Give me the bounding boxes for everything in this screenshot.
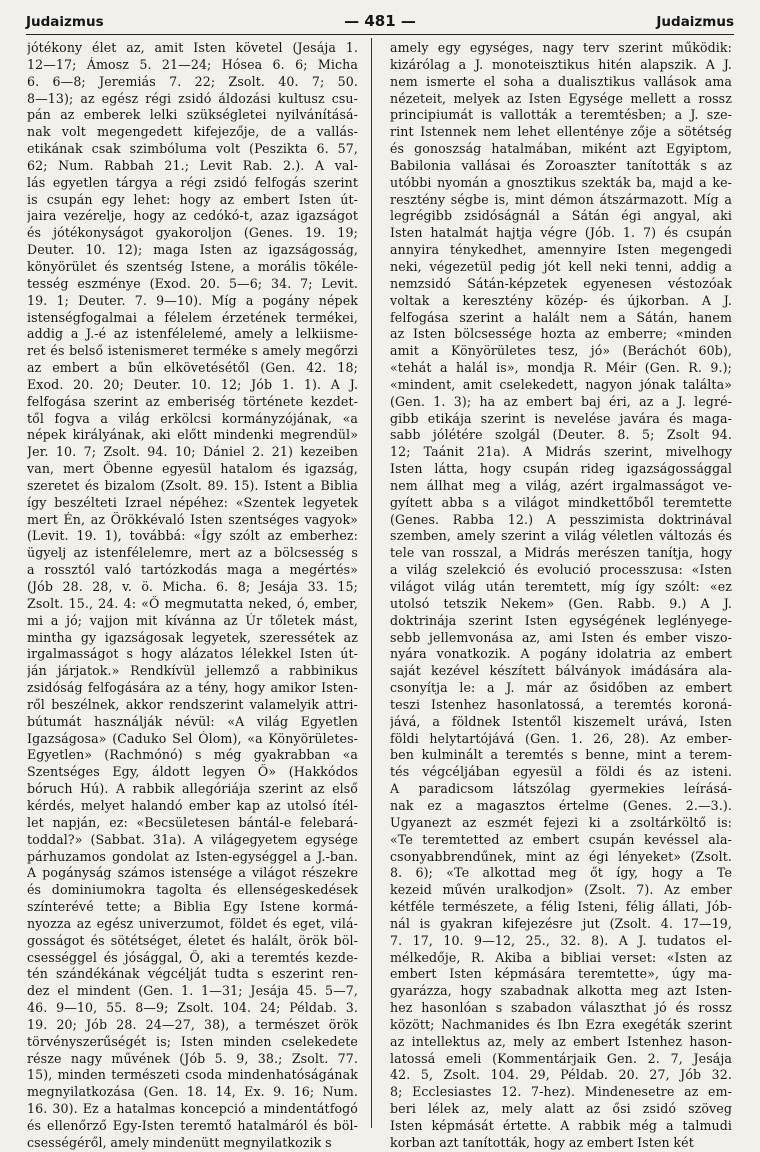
- text-line: mélkedője, R. Akiba a bibliai verset: «Isten az: [390, 949, 732, 965]
- text-line: 7. 17, 10. 9—12, 25., 32. 8). A J. tudatos el-: [390, 932, 732, 948]
- text-line: nál is gyakran kifejezésre jut (Zsolt. 4. 17—19,: [390, 915, 732, 931]
- text-line: hez hasonlóan s szabadon választhat jó és rossz: [390, 1000, 732, 1016]
- text-line: földi helytartójává (Gen. 1. 26, 28). Az ember-: [390, 730, 732, 746]
- text-line: rint Istennek nem lehet ellenténye zője a sötétség: [390, 124, 732, 140]
- text-line: a világ szelekció és evolució processzusa: «Isten: [390, 562, 732, 578]
- text-line: Isten hatalmát hajtja végre (Jób. 1. 7) és csupán: [390, 225, 732, 241]
- text-line: a rossztól való tartózkodás maga a megértés»: [27, 562, 358, 578]
- text-line: beri lélek az, mely alatt az ősi zsidó szöveg: [390, 1101, 732, 1117]
- text-line: nyozza az egész univerzumot, földet és eget, vilá-: [27, 915, 358, 931]
- text-line: jótékony élet az, amit Isten követel (Jesája 1.: [27, 40, 358, 55]
- text-line: csességéről, amely mindenütt megnyilatkozik s: [27, 1134, 332, 1150]
- text-line: let napján, ez: «Becsületesen bántál-e felebará-: [27, 814, 358, 830]
- text-line: mert Én, az Örökkévaló Isten szentséges vagyok»: [27, 511, 358, 527]
- text-line: kétféle természete, a félig Isteni, félig állati, Jób-: [390, 899, 732, 915]
- text-line: dez el mindent (Gen. 1. 1—31; Jesája 45. 5—7,: [27, 983, 358, 999]
- text-line: kezeid művén uralkodjon» (Zsolt. 7). Az ember: [390, 882, 732, 898]
- text-line: korban azt tanították, hogy az embert Isten két: [390, 1134, 694, 1150]
- text-line: 6. 6—8; Jeremiás 7. 22; Zsolt. 40. 7; 50.: [27, 73, 358, 89]
- text-line: utóbbi nyomán a gnosztikus szekták ba, majd a ke-: [390, 174, 732, 190]
- text-line: és ellenőrző Egy-Isten teremtő hatalmáról és böl-: [27, 1118, 358, 1133]
- text-line: felfogása szerint a halált nem a Sátán, hanem: [390, 309, 732, 325]
- text-line: Zsolt. 15., 24. 4: «Ő megmutatta neked, ó, ember,: [27, 595, 358, 611]
- text-line: 46. 9—10, 55. 8—9; Zsolt. 104. 24; Példab. 3.: [27, 1000, 358, 1016]
- text-line: 8—13); az egész régi zsidó áldozási kultusz csu-: [27, 90, 358, 106]
- text-line: 42. 5, Zsolt. 104. 29, Példab. 20. 27, Jób 32.: [390, 1067, 732, 1083]
- text-line: Exod. 20. 20; Deuter. 10. 12; Jób 1. 1). A J.: [27, 376, 358, 392]
- text-line: népek királyának, aki előtt mindenki megrendül»: [27, 427, 358, 443]
- text-line: neki, végezetül pedig jót kell neki tenni, addig a: [390, 258, 732, 274]
- text-line: voltak a keresztény közép- és újkorban. A J.: [390, 292, 732, 308]
- text-line: 19. 1; Deuter. 7. 9—10). Míg a pogány népek: [27, 292, 358, 308]
- text-line: Egyetlen» (Rachmónó) s még gyakrabban «a: [27, 747, 358, 763]
- text-line: sabb jólétére szolgál (Deuter. 8. 5; Zsolt 94.: [390, 427, 732, 443]
- text-line: (Jób 28. 28, v. ö. Micha. 6. 8; Jesája 33. 15;: [27, 579, 358, 594]
- text-line: színterévé tette; a Biblia Egy Istene kormá-: [27, 899, 358, 915]
- text-line: jaira vezérelje, hogy az cedókó-t, azaz igazságot: [27, 208, 358, 224]
- text-line: gyarázza, hogy szabadnak alkotta meg azt Isten-: [390, 983, 732, 999]
- text-line: Isten képmását értette. A rabbik még a talmudi: [390, 1118, 732, 1133]
- text-line: gosságot és sötétséget, életet és halált, örök böl-: [27, 932, 358, 948]
- text-line: könyörület és szentség Istene, a morális tökéle-: [27, 258, 358, 274]
- text-line: irgalmasságot s hogy alázatos lélekkel Isten út-: [27, 646, 358, 662]
- text-line: ret és belső istenismeret terméke s amely megőrzi: [27, 343, 358, 359]
- text-line: annyira ténykedhet, amennyire Isten megengedi: [390, 242, 732, 258]
- text-line: (Genes. Rabba 12.) A pesszimista doktrinával: [390, 511, 732, 527]
- text-line: Jer. 10. 7; Zsolt. 94. 10; Dániel 2. 21) kezeiben: [27, 444, 358, 460]
- text-line: teszi Istenhez hasonlatossá, a teremtés koroná-: [390, 696, 732, 712]
- text-line: nak ez a magasztos értelme (Genes. 2.—3.).: [390, 797, 732, 813]
- text-line: «mindent, amit cselekedett, nagyon jónak találta»: [390, 376, 732, 392]
- text-line: és jótékonyságot gyakoroljon (Genes. 19. 19;: [27, 225, 358, 241]
- text-line: párhuzamos gondolat az Isten-egységgel a J.-ban.: [27, 848, 358, 864]
- text-line: világot világ után teremtett, míg így szólt: «ez: [390, 579, 732, 594]
- text-line: A paradicsom látszólag gyermekies leírásá-: [390, 781, 732, 797]
- text-line: tés végcéljában egyesül a földi és az isteni.: [390, 764, 732, 780]
- text-line: nem állhat meg a világ, azért irgalmasságot ve-: [390, 477, 732, 493]
- text-line: 12—17; Ámosz 5. 21—24; Hósea 6. 6; Micha: [27, 56, 358, 72]
- text-line: saját kezével készített bálványok imádására ala-: [390, 663, 732, 679]
- text-line: is csupán egy lehet: hogy az embert Isten út-: [27, 191, 358, 207]
- text-line: 16. 30). Ez a hatalmas koncepció a mindentátfogó: [27, 1101, 358, 1117]
- text-line: csességgel és jósággal, Ő, aki a teremtés kezde-: [27, 949, 358, 965]
- text-line: gibb etikája szerint is nevelése javára és maga-: [390, 410, 732, 426]
- text-line: latossá emeli (Kommentárjaik Gen. 2. 7, Jesája: [390, 1050, 732, 1066]
- text-line: Babilonia vallásai és Zoroaszter tanították s az: [390, 157, 732, 173]
- text-line: az Isten bölcsessége hozta az emberre; «minden: [390, 326, 732, 342]
- text-line: pán az emberek lelki szükségletei nyilvánításá-: [27, 107, 358, 123]
- text-line: tén szándékának végcélját tudta s eszerint ren-: [27, 966, 358, 982]
- text-line: gyített abba s a világot mindkettőből teremtette: [390, 494, 732, 510]
- text-line: jává, a földnek Istentől kiszemelt urává, Isten: [390, 713, 732, 729]
- text-line: között; Nachmanides és Ibn Ezra exegéták szerint: [390, 1016, 732, 1032]
- text-line: istenségfogalmai a félelem érzetének termékei,: [27, 309, 358, 325]
- text-line: től fogva a világ erkölcsi kormányzójának, «a: [27, 410, 358, 426]
- text-line: nem ismerte el soha a dualisztikus vallások ama: [390, 73, 732, 89]
- text-line: doktrinája szerint Isten egységének leglényege-: [390, 612, 732, 628]
- text-line: nak volt megengedett kifejezője, de a vallás-: [27, 124, 358, 140]
- running-header: [26, 12, 734, 34]
- text-line: van, mert Őbenne egyesül hatalom és igazság,: [27, 461, 358, 477]
- text-line: Ugyanezt az eszmét fejezi ki a zsoltárköltő is:: [390, 814, 732, 830]
- text-line: Deuter. 10. 12); maga Isten az igazságosság,: [27, 242, 358, 258]
- text-line: embert Isten képmására teremtette», úgy ma-: [390, 966, 732, 982]
- text-line: így beszélteti Izrael népéhez: «Szentek legyetek: [27, 494, 358, 510]
- right-text-column: [390, 40, 732, 1152]
- text-line: 15), minden természeti csoda mindenhatóságának: [27, 1067, 358, 1083]
- text-line: nyára vonatkozik. A pogány idolatria az embert: [390, 646, 732, 662]
- text-line: (Levit. 19. 1), továbbá: «Így szólt az emberhez:: [27, 528, 358, 544]
- text-line: ben kulminált a teremtés s benne, mint a terem-: [390, 747, 732, 763]
- text-line: ügyelj az istenfélelemre, mert az a bölcsesség s: [27, 545, 358, 561]
- text-line: «tehát a halál is», mondja R. Méir (Gen. R. 9.);: [390, 360, 732, 376]
- left-text-column: [27, 40, 358, 1152]
- text-line: Isten látta, hogy csupán rideg igazságossággal: [390, 461, 732, 477]
- text-line: 8. 6); «Te alkottad meg őt így, hogy a Te: [390, 865, 732, 881]
- text-line: kérdés, melyet halandó ember kap az utolsó ítél-: [27, 797, 358, 813]
- text-line: lás egyetlen tárgya a régi zsidó felfogás szerint: [27, 174, 358, 190]
- text-line: az embert a bűn elkövetésétől (Gen. 42. 18;: [27, 360, 358, 376]
- text-line: 19. 20; Jób 28. 24—27, 38), a természet örök: [27, 1016, 358, 1032]
- text-line: resztény ségbe is, mint démon átszármazott. Míg a: [390, 191, 732, 207]
- text-line: nemzsidó Sátán-képzetek egyenesen véstozóak: [390, 275, 732, 291]
- text-line: legrégibb zsidóságnál a Sátán égi angyal, aki: [390, 208, 732, 224]
- text-line: szeretet és bizalom (Zsolt. 89. 15). Istent a Biblia: [27, 477, 358, 493]
- text-line: sebb jellemvonása az, ami Isten és ember viszo-: [390, 629, 732, 645]
- text-line: és dominiumokra tagolta és ellenségeskedések: [27, 882, 358, 898]
- text-line: csonyítja le: a J. már az ősidőben az embert: [390, 680, 732, 696]
- text-line: Igazságosa» (Caduko Sel Ólom), «a Könyörületes-: [27, 730, 358, 746]
- text-line: A pogányság számos istensége a világot részekre: [27, 865, 358, 881]
- text-line: felfogása szerint az emberiség története kezdet-: [27, 393, 358, 409]
- header-keyword-left: Judaizmus: [26, 14, 104, 30]
- text-line: része nagy művének (Jób 5. 9, 38.; Zsolt. 77.: [27, 1050, 358, 1066]
- text-line: bútumát használják névül: «A világ Egyetlen: [27, 713, 358, 729]
- text-line: tele van rosszal, a Midrás merészen tanítja, hogy: [390, 545, 732, 561]
- text-line: az intellektus az, mely az embert Istenhez hason-: [390, 1033, 732, 1049]
- text-line: és gonoszság hatalmában, miként azt Egyiptom,: [390, 141, 732, 157]
- column-divider: [371, 38, 372, 1128]
- text-line: szemben, amely szerint a világ véletlen változás és: [390, 528, 732, 544]
- header-keyword-right: Judaizmus: [656, 14, 734, 30]
- text-line: mi a jó; vajjon mit kívánna az Úr tőletek mást,: [27, 612, 358, 628]
- text-line: amely egy egységes, nagy terv szerint működik:: [390, 40, 732, 55]
- text-line: amit a Könyörületes tesz, jó» (Beráchót 60b),: [390, 343, 732, 359]
- text-line: zsidóság felfogására az a tény, hogy amikor Isten-: [27, 680, 358, 696]
- text-line: 12; Taánit 21a). A Midrás szerint, mivelhogy: [390, 444, 732, 460]
- text-line: nézeteit, melyek az Isten Egysége mellett a rossz: [390, 90, 732, 106]
- text-line: «Te teremtetted az embert csupán kevéssel ala-: [390, 831, 732, 847]
- text-line: ján járjatok.» Rendkívül jellemző a rabbinikus: [27, 663, 358, 679]
- text-line: törvényszerűségét is; Isten minden cselekedete: [27, 1033, 358, 1049]
- text-line: megnyilatkozása (Gen. 18. 14, Ex. 9. 16; Num.: [27, 1084, 358, 1100]
- text-line: etikának csak szimbóluma volt (Peszikta 6. 57,: [27, 141, 358, 157]
- text-line: tesség eszménye (Exod. 20. 5—6; 34. 7; Levit.: [27, 275, 358, 291]
- text-line: kizárólag a J. monoteisztikus hitén alapszik. A J.: [390, 56, 732, 72]
- text-line: principiumát is vallották a teremtésben; a J. sze-: [390, 107, 732, 123]
- text-line: mintha gy igazságosak legyetek, szeressétek az: [27, 629, 358, 645]
- text-line: csonyabbrendűnek, mint az égi lényeket» (Zsolt.: [390, 848, 732, 864]
- text-line: ről beszélnek, akkor rendszerint valamelyik attri-: [27, 696, 358, 712]
- text-line: bóruch Hú). A rabbik allegóriája szerint az első: [27, 781, 358, 797]
- text-line: Szentséges Egy, áldott legyen Ő» (Hakkódos: [27, 764, 358, 780]
- text-line: 62; Num. Rabbah 21.; Levit Rab. 2.). A val-: [27, 157, 358, 173]
- text-line: addig a J.-é az istenfélelemé, amely a lelkiisme-: [27, 326, 358, 342]
- text-line: utolsó tetszik Nekem» (Gen. Rabb. 9.) A J.: [390, 595, 732, 611]
- header-rule: [26, 34, 734, 35]
- text-line: (Gen. 1. 3); ha az embert baj éri, az a J. legré-: [390, 393, 732, 409]
- page-number: — 481 —: [344, 12, 416, 30]
- text-line: toddal?» (Sabbat. 31a). A világegyetem egysége: [27, 831, 358, 847]
- text-line: 8; Ecclesiastes 12. 7-hez). Mindenesetre az em-: [390, 1084, 732, 1100]
